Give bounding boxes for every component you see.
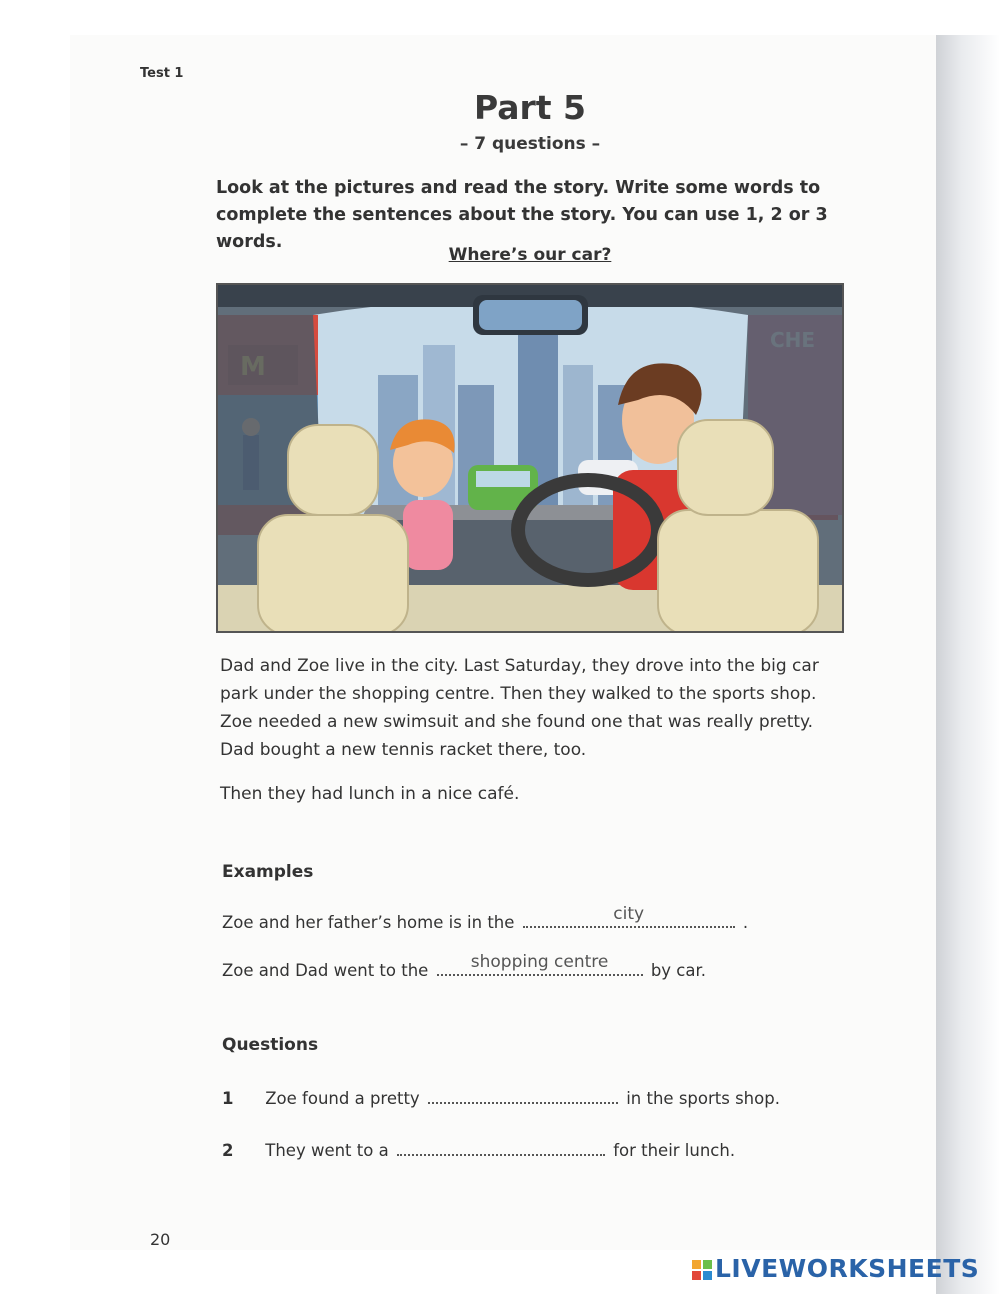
liveworksheets-brand (692, 1254, 979, 1283)
example-1-answer: city (613, 904, 645, 924)
example-2 (222, 952, 707, 980)
question-1 (222, 1088, 780, 1108)
example-1-after: . (742, 913, 749, 932)
question-2 (222, 1140, 735, 1160)
page-number: 20 (150, 1230, 171, 1249)
car-interior-scene (218, 285, 842, 631)
story-title: Where’s our car? (448, 245, 612, 265)
part-title: Part 5 (473, 88, 587, 127)
question-1-number: 1 (222, 1089, 234, 1108)
question-1-before: Zoe found a pretty (265, 1089, 420, 1108)
questions-heading: Questions (222, 1035, 319, 1055)
story-paragraph-1: Dad and Zoe live in the city. Last Saturday, they drove into the big car park under the shopping centre. Then they walked to the sports shop. Zoe needed a new swimsuit and she found one that was really pretty. Dad bought a new tennis racket there, too. (220, 656, 819, 760)
test-label: Test 1 (140, 66, 184, 81)
example-2-after: by car. (650, 961, 707, 980)
question-2-blank[interactable] (397, 1140, 605, 1156)
example-2-blank (437, 952, 643, 976)
question-2-before: They went to a (265, 1141, 389, 1160)
question-2-number: 2 (222, 1141, 234, 1160)
example-1-blank (523, 904, 735, 928)
instructions: Look at the pictures and read the story. Write some words to complete the sentences about the story. You can use 1, 2 or 3 words. (216, 178, 828, 252)
question-1-after: in the sports shop. (626, 1089, 780, 1108)
question-2-after: for their lunch. (613, 1141, 736, 1160)
part-subtitle: – 7 questions – (459, 134, 601, 154)
question-1-blank[interactable] (428, 1088, 618, 1104)
scan-edge (936, 35, 1000, 1294)
brand-text: LIVEWORKSHEETS (715, 1254, 980, 1283)
story-text (220, 652, 840, 824)
story-paragraph-2: Then they had lunch in a nice café. (220, 784, 520, 804)
example-2-before: Zoe and Dad went to the (222, 961, 429, 980)
example-1-before: Zoe and her father’s home is in the (222, 913, 515, 932)
story-illustration (216, 283, 844, 633)
examples-heading: Examples (222, 862, 314, 882)
example-2-answer: shopping centre (470, 952, 609, 972)
example-1 (222, 904, 749, 932)
liveworksheets-logo-icon (692, 1260, 712, 1280)
